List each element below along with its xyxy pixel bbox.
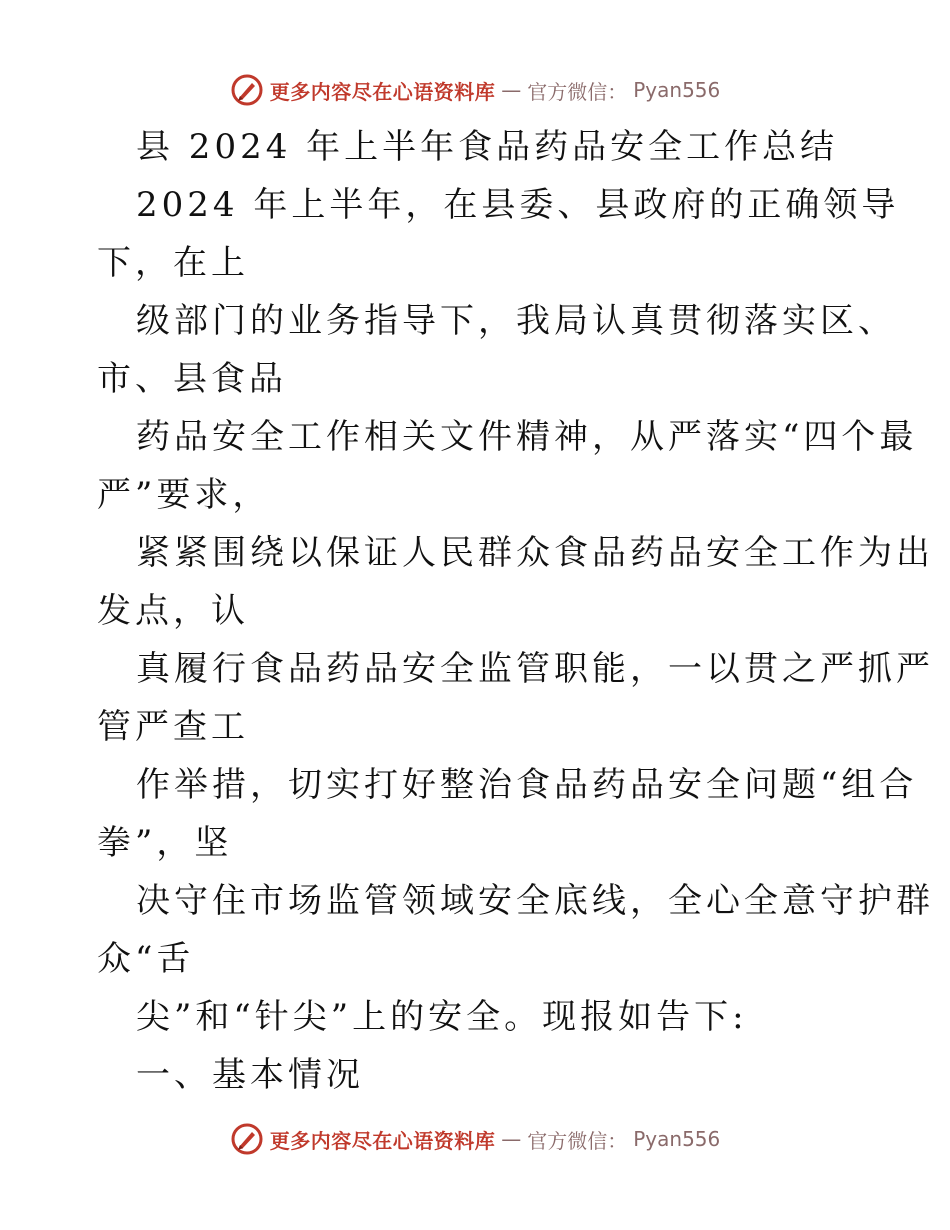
footer-watermark [0, 1117, 950, 1161]
banner-separator: — [501, 78, 522, 102]
banner-contact-id: Pyan556 [633, 1127, 721, 1151]
pen-logo-icon [230, 73, 264, 107]
header-watermark [0, 68, 950, 112]
banner-contact-id: Pyan556 [633, 78, 721, 102]
body-line: 紧紧围绕以保证人民群众食品药品安全工作为出 [136, 533, 934, 573]
body-line: 发点，认 [97, 591, 249, 631]
body-line: 众“舌 [97, 939, 195, 979]
body-line: 严”要求， [97, 475, 271, 515]
banner-brand: 更多内容尽在心语资料库 [269, 79, 496, 104]
body-line: 真履行食品药品安全监管职能，一以贯之严抓严 [136, 649, 934, 689]
banner-contact-label: 官方微信： [527, 1128, 628, 1153]
body-line: 拳”，坚 [97, 823, 233, 863]
body-line: 决守住市场监管领域安全底线，全心全意守护群 [136, 881, 934, 921]
section-heading: 一、基本情况 [136, 1055, 364, 1095]
banner-contact-label: 官方微信： [527, 79, 628, 104]
document-title: 县 2024 年上半年食品药品安全工作总结 [136, 127, 839, 167]
body-line: 2024 年上半年，在县委、县政府的正确领导 [136, 185, 900, 225]
banner-brand: 更多内容尽在心语资料库 [269, 1128, 496, 1153]
body-line: 级部门的业务指导下，我局认真贯彻落实区、 [136, 301, 896, 341]
body-line: 作举措，切实打好整治食品药品安全问题“组合 [136, 765, 918, 805]
body-line: 下，在上 [97, 243, 249, 283]
body-line: 尖”和“针尖”上的安全。现报如告下: [136, 997, 748, 1037]
body-line: 药品安全工作相关文件精神，从严落实“四个最 [136, 417, 918, 457]
pen-logo-icon [230, 1122, 264, 1156]
banner-separator: — [501, 1127, 522, 1151]
body-line: 市、县食品 [97, 359, 287, 399]
body-line: 管严查工 [97, 707, 249, 747]
